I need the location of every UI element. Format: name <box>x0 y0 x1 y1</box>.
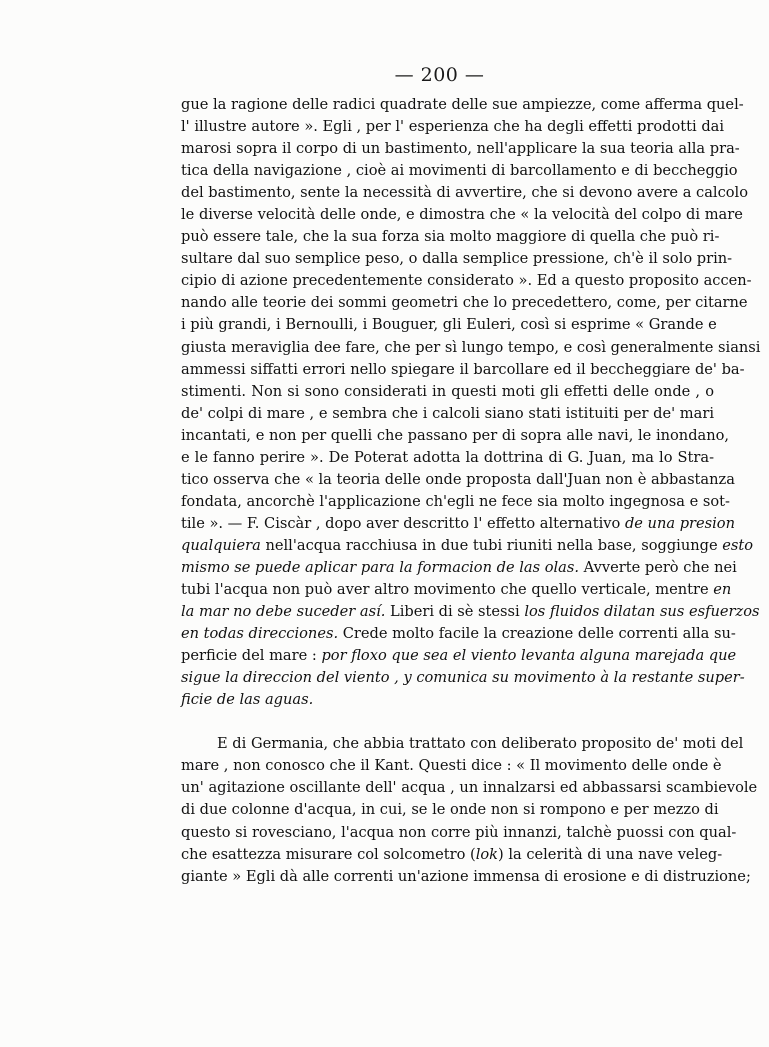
text-line: sultare dal suo semplice peso, o dalla semplice pressione, ch'è il solo prin- <box>181 250 733 268</box>
text-line: ficie de las aguas. <box>181 691 314 709</box>
text-line: de' colpi di mare , e sembra che i calcoli siano stati istituiti per de' mari <box>181 404 714 422</box>
body-text <box>181 94 761 888</box>
text-line: fondata, ancorchè l'applicazione ch'egli ne fece sia molto ingegnosa e sot- <box>181 492 730 510</box>
text-line: mismo se puede aplicar para la formacion de las olas. Avverte però che nei <box>181 558 737 576</box>
text-line: giante » Egli dà alle correnti un'azione immensa di erosione e di distruzione; <box>181 867 751 885</box>
text-line: tubi l'acqua non può aver altro movimento che quello verticale, mentre en <box>181 581 732 599</box>
text-line: tile ». — F. Ciscàr , dopo aver descritto l' effetto alternativo de una presion <box>181 514 735 532</box>
text-line: tica della navigazione , cioè ai movimenti di barcollamento e di beccheggio <box>181 162 738 180</box>
text-line: marosi sopra il corpo di un bastimento, nell'applicare la sua teoria alla pra- <box>181 140 740 158</box>
text-line: l' illustre autore ». Egli , per l' esperienza che ha degli effetti prodotti dai <box>181 118 725 136</box>
text-line: questo si rovesciano, l'acqua non corre più innanzi, talchè puossi con qual- <box>181 823 737 841</box>
text-line: giusta meraviglia dee fare, che per sì lungo tempo, e così generalmente siansi <box>181 338 761 356</box>
text-line: mare , non conosco che il Kant. Questi dice : « Il movimento delle onde è <box>181 757 722 775</box>
text-line: e le fanno perire ». De Poterat adotta la dottrina di G. Juan, ma lo Stra- <box>181 448 714 466</box>
text-line: gue la ragione delle radici quadrate delle sue ampiezze, come afferma quel- <box>181 96 744 113</box>
text-line: en todas direcciones. Crede molto facile la creazione delle correnti alla su- <box>181 625 736 643</box>
text-line: le diverse velocità delle onde, e dimostra che « la velocità del colpo di mare <box>181 206 743 224</box>
text-line: cipio di azione precedentemente considerato ». Ed a questo proposito accen- <box>181 272 752 290</box>
text-line: perficie del mare : por floxo que sea el viento levanta alguna marejada que <box>181 647 737 665</box>
text-line: che esattezza misurare col solcometro (lok) la celerità di una nave veleg- <box>181 845 723 863</box>
text-line: qualquiera nell'acqua racchiusa in due tubi riuniti nella base, soggiunge esto <box>181 536 754 554</box>
text-line: incantati, e non per quelli che passano per di sopra alle navi, le inondano, <box>181 426 730 444</box>
text-line: ammessi siffatti errori nello spiegare il barcollare ed il beccheggiare de' ba- <box>181 360 745 378</box>
text-line: tico osserva che « la teoria delle onde proposta dall'Juan non è abbastanza <box>181 470 735 488</box>
page-number: — 200 — <box>394 64 485 86</box>
paragraph-gap <box>181 711 714 733</box>
text-line: stimenti. Non si sono considerati in questi moti gli effetti delle onde , o <box>181 382 714 400</box>
text-line: di due colonne d'acqua, in cui, se le onde non si rompono e per mezzo di <box>181 801 719 819</box>
text-line: può essere tale, che la sua forza sia molto maggiore di quella che può ri- <box>181 228 720 246</box>
text-line: i più grandi, i Bernoulli, i Bouguer, gli Euleri, così si esprime « Grande e <box>181 316 717 334</box>
text-line: nando alle teorie dei sommi geometri che lo precedettero, come, per citarne <box>181 294 748 312</box>
text-line: E di Germania, che abbia trattato con deliberato proposito de' moti del <box>217 735 744 753</box>
text-line: del bastimento, sente la necessità di avvertire, che si devono avere a calcolo <box>181 184 748 202</box>
text-line: sigue la direccion del viento , y comunica su movimento à la restante super- <box>181 669 745 687</box>
text-line: la mar no debe suceder así. Liberi di sè stessi los fluidos dilatan sus esfuerzos <box>181 603 760 621</box>
text-line: un' agitazione oscillante dell' acqua , un innalzarsi ed abbassarsi scambievole <box>181 779 758 797</box>
